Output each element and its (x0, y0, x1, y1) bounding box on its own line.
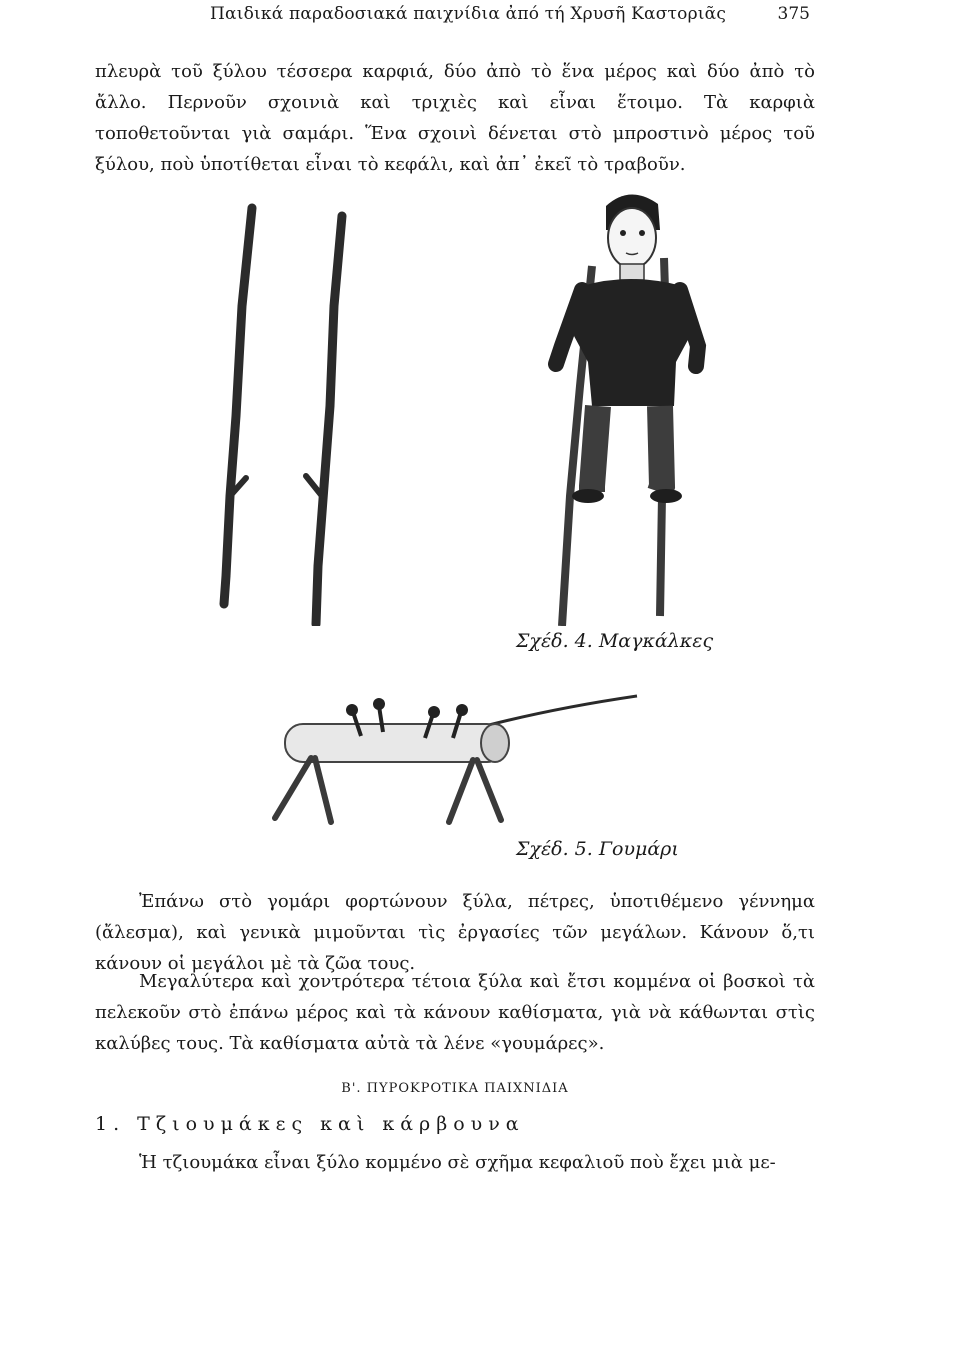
paragraph-4: Ἡ τζιουμάκα εἶναι ξύλο κομμένο σὲ σχῆμα κεφαλιοῦ ποὺ ἔχει μιὰ με- (139, 1152, 776, 1173)
subsection-heading: 1. Τζιουμάκες καὶ κάρβουνα (95, 1113, 525, 1135)
paragraph-1: πλευρὰ τοῦ ξύλου τέσσερα καρφιά, δύο ἀπὸ τὸ ἕνα μέρος καὶ δύο ἀπὸ τὸ ἄλλο. Περνοῦν σχοινιὰ καὶ τριχιὲς καὶ εἶναι ἕτοιμο. Τὰ καρφιὰ τοποθετοῦνται γιὰ σαμάρι. Ἕνα σχοινὶ δένεται στὸ μπροστινὸ μέρος τοῦ ξύλου, ποὺ ὑποτίθεται εἶναι τὸ κεφάλι, καὶ ἀπ᾽ ἐκεῖ τὸ τραβοῦν. (95, 61, 815, 175)
section-heading: Β'. ΠΥΡΟΚΡΟΤΙΚΑ ΠΑΙΧΝΙΔΙΑ (341, 1081, 569, 1096)
paragraph-2: Ἐπάνω στὸ γομάρι φορτώνουν ξύλα, πέτρες, ὑποτιθέμενο γέννημα (ἄλεσμα), καὶ γενικὰ μιμοῦνται τὶς ἐργασίες τῶν μεγάλων. Κάνουν ὅ,τι κάνουν οἱ μεγάλοι μὲ τὰ ζῶα τους. (95, 891, 815, 974)
page-number: 375 (777, 4, 810, 24)
paragraph-3: Μεγαλύτερα καὶ χοντρότερα τέτοια ξύλα καὶ ἔτσι κομμένα οἱ βοσκοὶ τὰ πελεκοῦν στὸ ἐπάνω μέρος καὶ τὰ κάνουν καθίσματα, γιὰ νὰ κάθωνται στὶς καλύβες τους. Τὰ καθίσματα αὐτὰ τὰ λένε «γουμάρες». (95, 971, 815, 1054)
figure-5-caption: Σχέδ. 5. Γουμάρι (516, 838, 679, 860)
log-donkey-illustration (255, 690, 655, 830)
stilts-illustration (190, 186, 730, 626)
running-head: Παιδικά παραδοσιακά παιχνίδια ἀπό τή Χρυσῆ Καστοριᾶς (210, 4, 727, 24)
figure-4-caption: Σχέδ. 4. Μαγκάλκες (516, 630, 714, 652)
